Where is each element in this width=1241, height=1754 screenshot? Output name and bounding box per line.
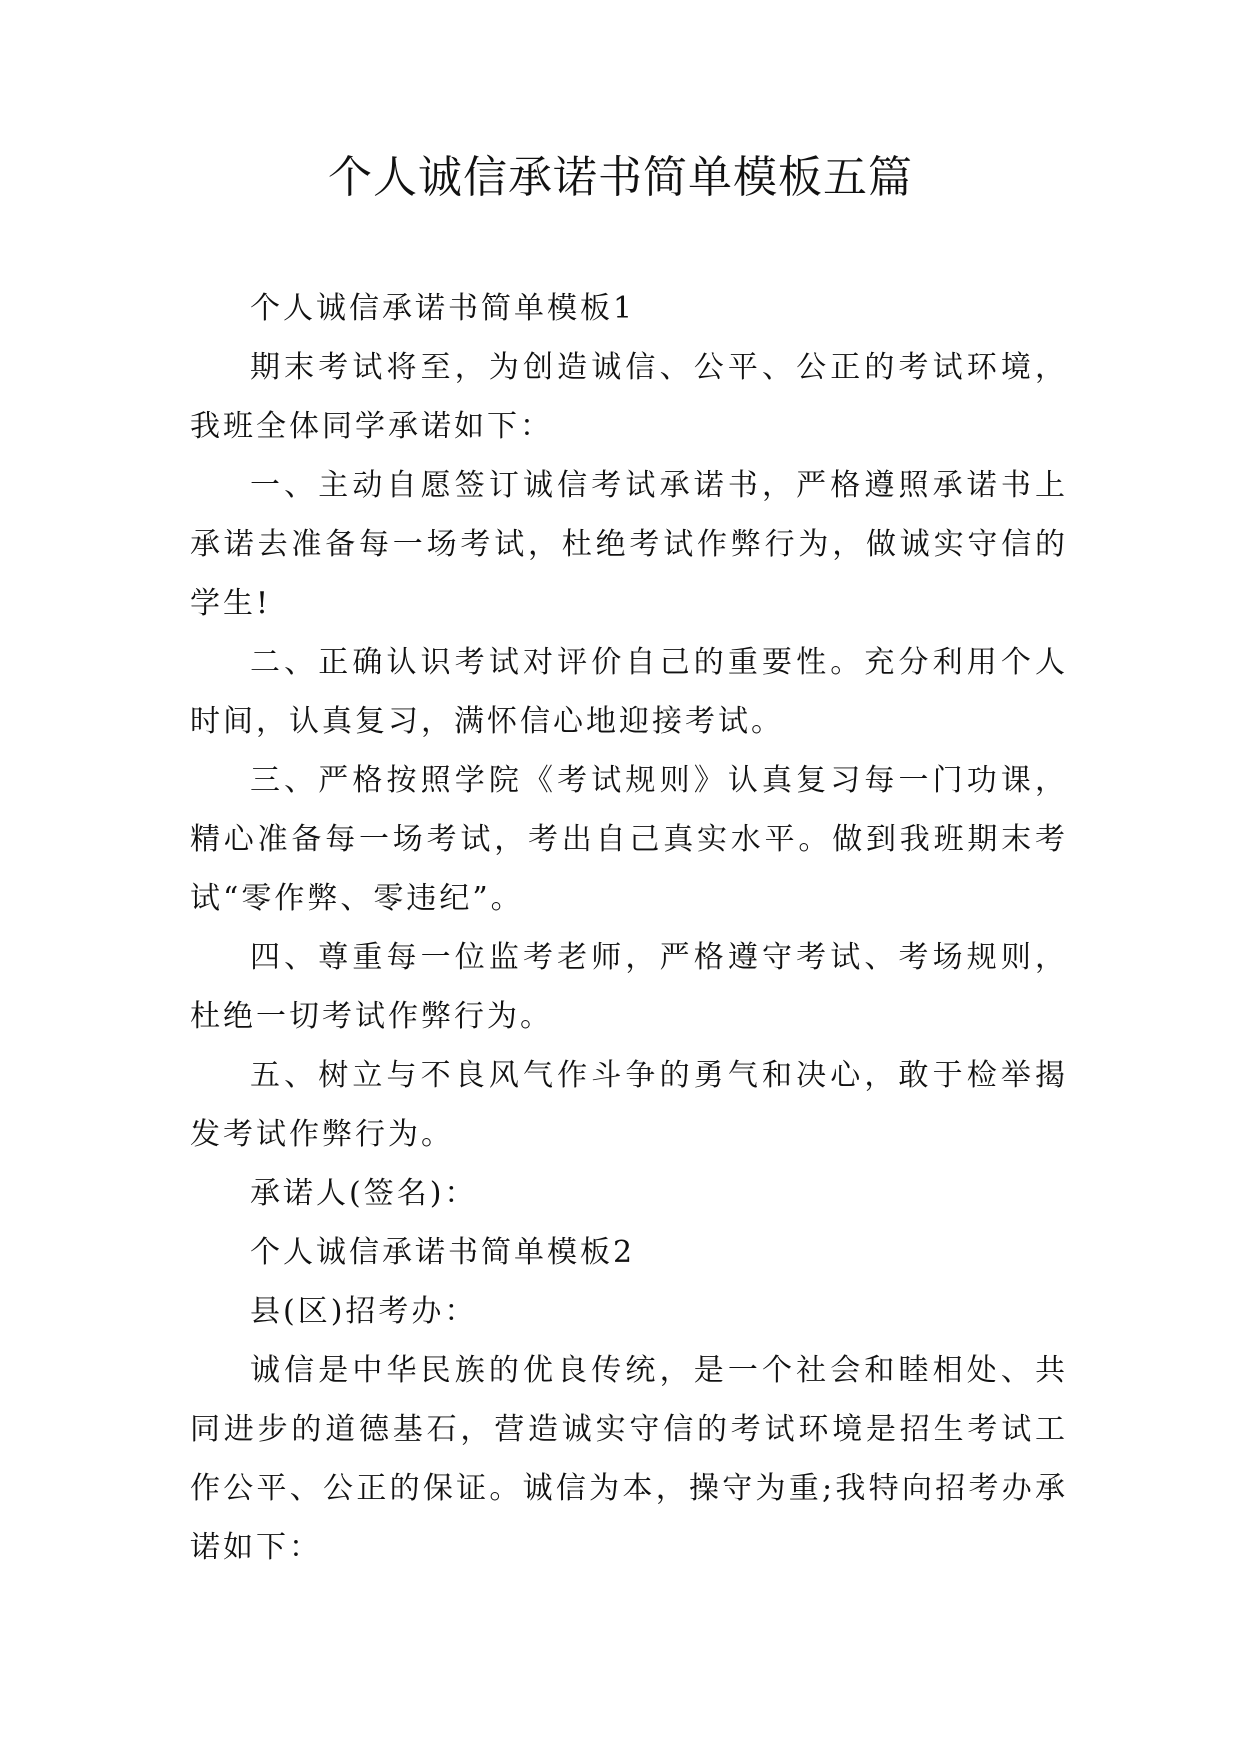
- addressee-line: 县(区)招考办：: [250, 1294, 478, 1329]
- document-title: 个人诚信承诺书简单模板五篇: [328, 152, 913, 203]
- pledge-item-1: 一、主动自愿签订诚信考试承诺书，严格遵照承诺书上承诺去准备每一场考试，杜绝考试作弊行为，做诚实守信的学生!: [190, 468, 1068, 621]
- integrity-paragraph: 诚信是中华民族的优良传统，是一个社会和睦相处、共同进步的道德基石，营造诚实守信的考试环境是招生考试工作公平、公正的保证。诚信为本，操守为重;我特向招考办承诺如下：: [190, 1353, 1068, 1565]
- pledge-item-4: 四、尊重每一位监考老师，严格遵守考试、考场规则，杜绝一切考试作弊行为。: [190, 940, 1068, 1034]
- intro-paragraph: 期末考试将至，为创造诚信、公平、公正的考试环境，我班全体同学承诺如下：: [190, 350, 1068, 444]
- document-body: [190, 279, 1068, 1577]
- pledge-item-2: 二、正确认识考试对评价自己的重要性。充分利用个人时间，认真复习，满怀信心地迎接考试。: [190, 645, 1068, 739]
- section-heading-2: 个人诚信承诺书简单模板2: [250, 1235, 636, 1270]
- pledge-item-3: 三、严格按照学院《考试规则》认真复习每一门功课，精心准备每一场考试，考出自己真实水平。做到我班期末考试“零作弊、零违纪”。: [190, 763, 1068, 916]
- pledge-item-5: 五、树立与不良风气作斗争的勇气和决心，敢于检举揭发考试作弊行为。: [190, 1058, 1068, 1152]
- signature-line: 承诺人(签名)：: [250, 1176, 478, 1211]
- section-heading-1: 个人诚信承诺书简单模板1: [250, 291, 636, 326]
